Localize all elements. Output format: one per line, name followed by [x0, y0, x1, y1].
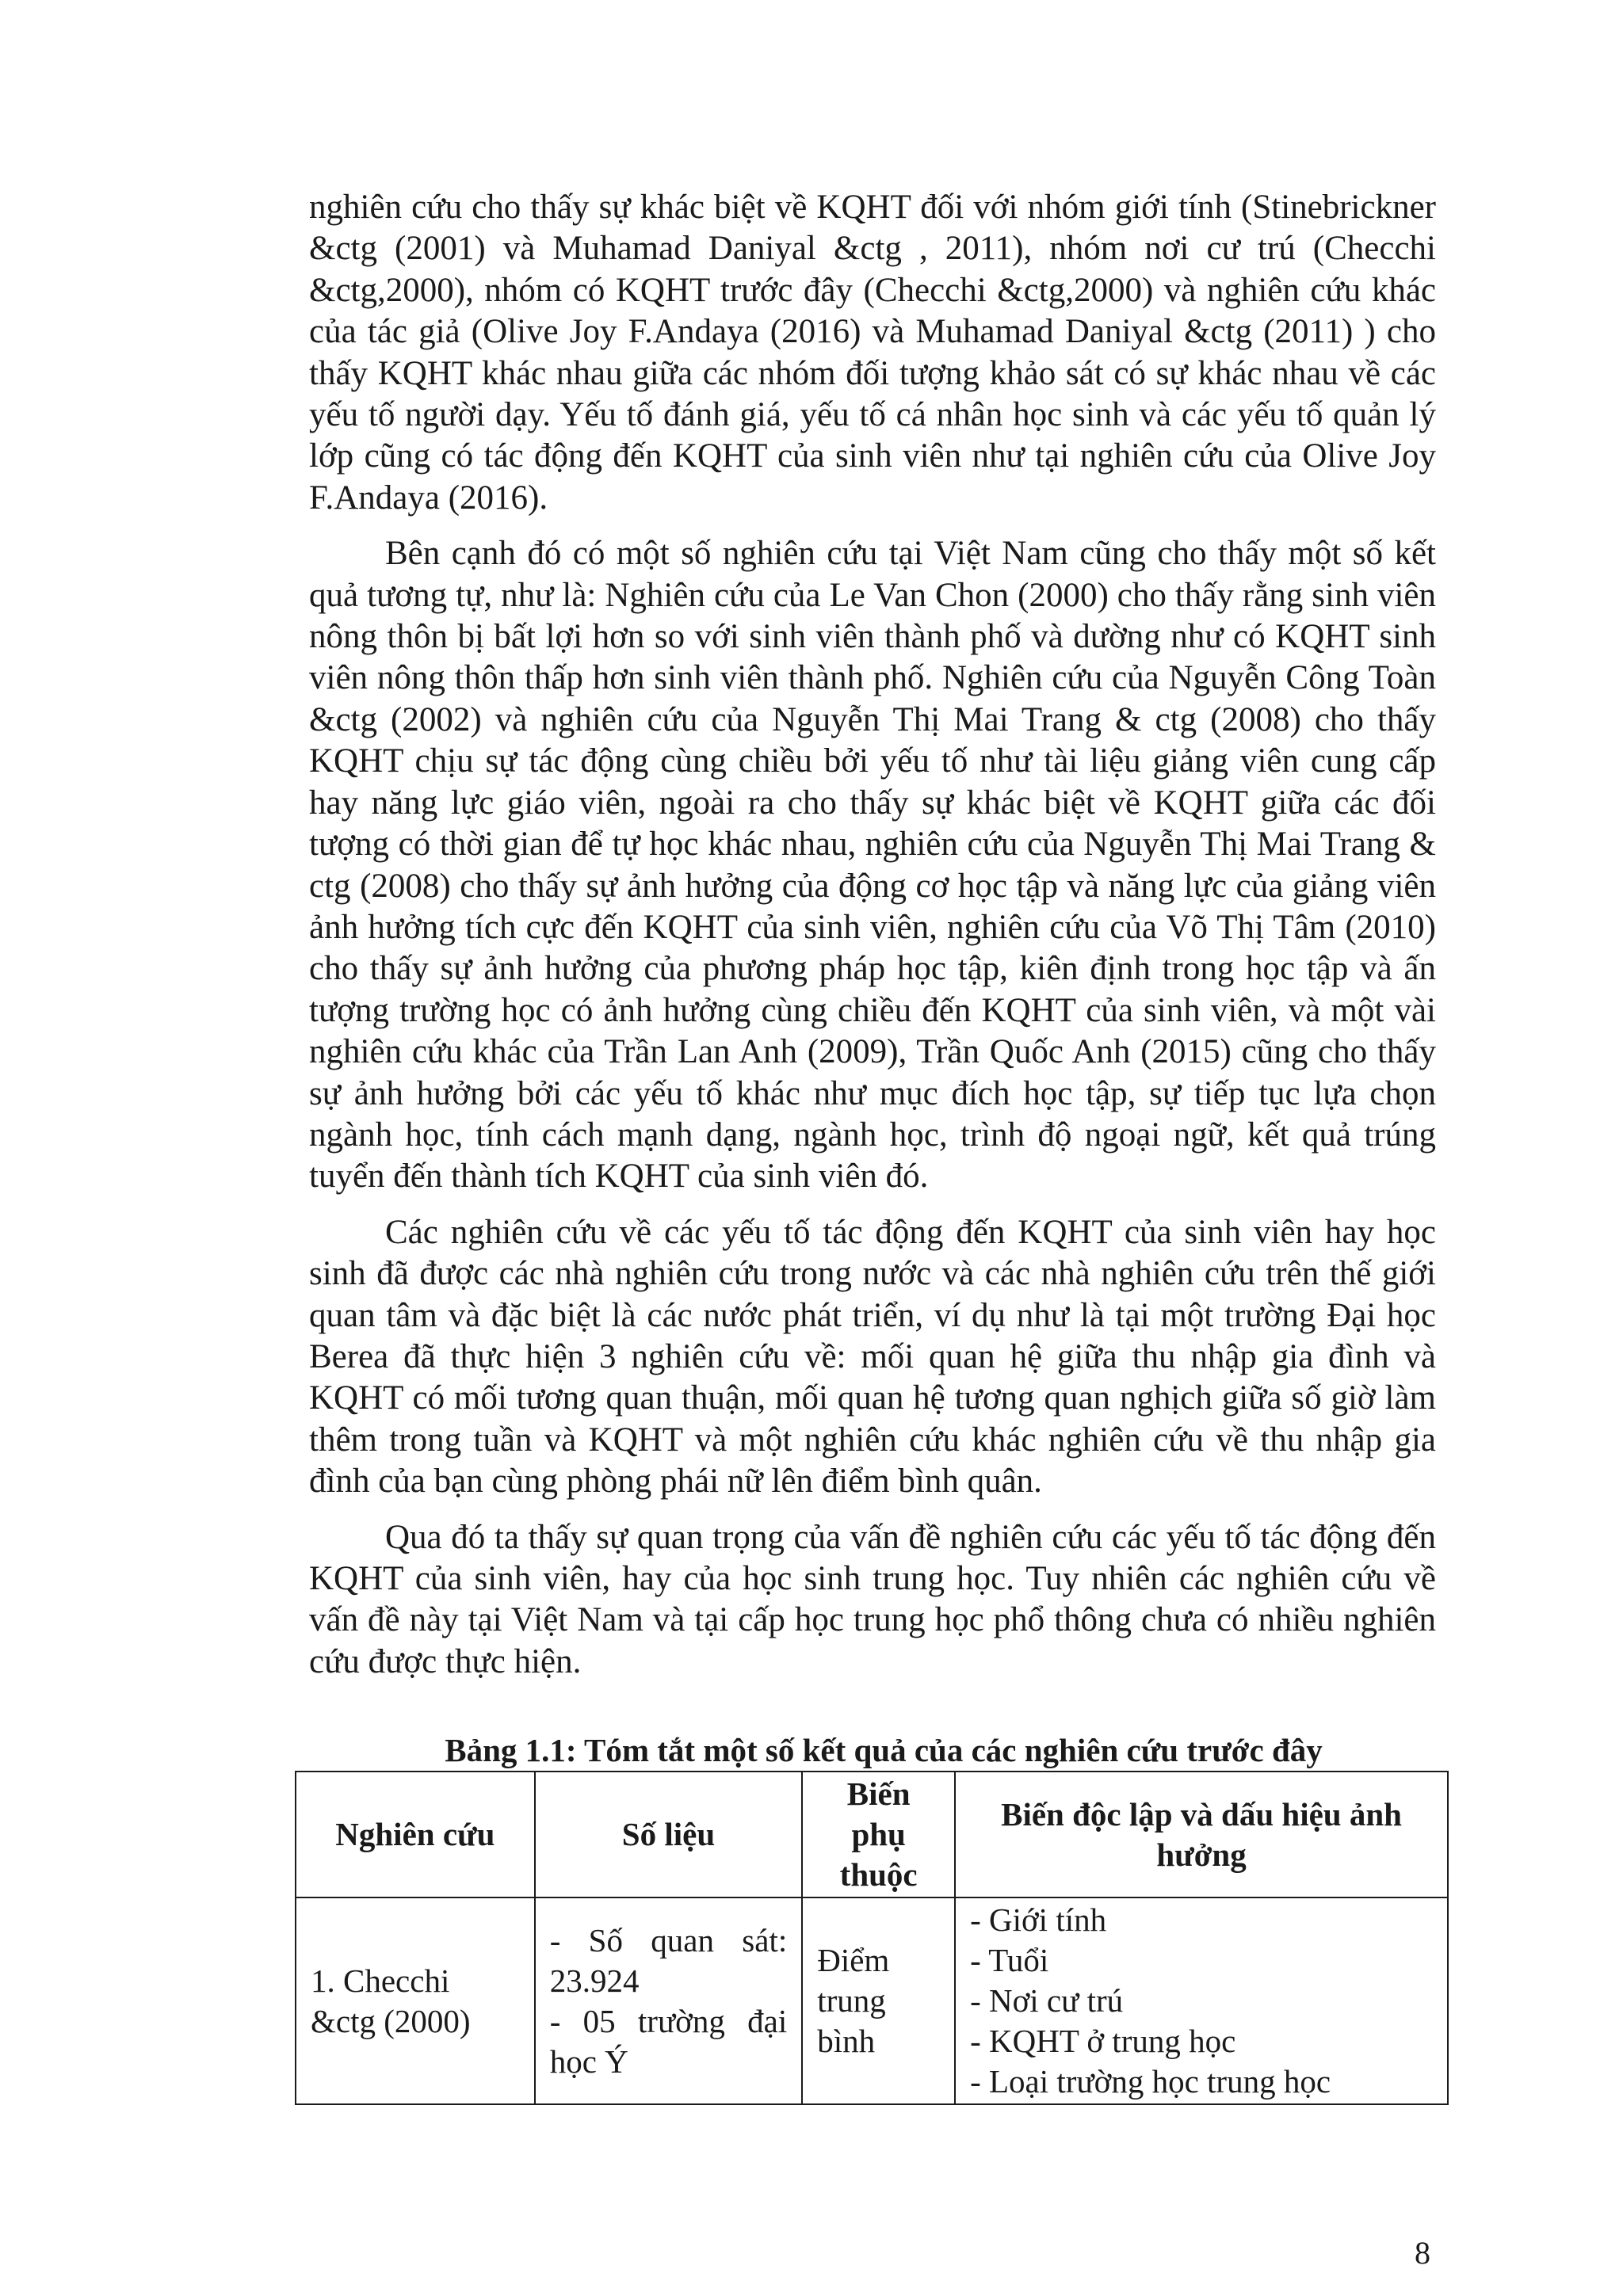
independent-item: - KQHT ở trung học — [970, 2023, 1236, 2059]
header-data: Số liệu — [535, 1772, 803, 1897]
paragraph-1: nghiên cứu cho thấy sự khác biệt về KQHT đối với nhóm giới tính (Stinebrickner &ctg (2001) và Muhamad Daniyal &ctg , 2011), nhóm nơi cư trú (Checchi &ctg,2000), nhóm có KQHT trước đây (Checchi &ctg,2000) và nghiên cứu khác của tác giả (Olive Joy F.Andaya (2016) và Muhamad Daniyal &ctg (2011) ) cho thấy KQHT khác nhau giữa các nhóm đối tượng khảo sát có sự khác nhau về các yếu tố người dạy. Yếu tố đánh giá, yếu tố cá nhân học sinh và các yếu tố quản lý lớp cũng có tác động đến KQHT của sinh viên như tại nghiên cứu của Olive Joy F.Andaya (2016). — [309, 189, 1436, 517]
independent-item: - Giới tính — [970, 1901, 1107, 1938]
paragraph-4: Qua đó ta thấy sự quan trọng của vấn đề nghiên cứu các yếu tố tác động đến KQHT của sinh viên, hay của học sinh trung học. Tuy nhiên các nghiên cứu về vấn đề này tại Việt Nam và tại cấp học trung học phổ thông chưa có nhiều nghiên cứu được thực hiện. — [309, 1518, 1436, 1680]
paragraph-2: Bên cạnh đó có một số nghiên cứu tại Việt Nam cũng cho thấy một số kết quả tương tự, như là: Nghiên cứu của Le Van Chon (2000) cho thấy rằng sinh viên nông thôn bị bất lợi hơn so với sinh viên thành phố và dường như có KQHT sinh viên nông thôn thấp hơn sinh viên thành phố. Nghiên cứu của Nguyễn Công Toàn &ctg (2002) và nghiên cứu của Nguyễn Thị Mai Trang & ctg (2008) cho thấy KQHT chịu sự tác động cùng chiều bởi yếu tố như tài liệu giảng viên cung cấp hay năng lực giáo viên, ngoài ra cho thấy sự khác biệt về KQHT giữa các đối tượng có thời gian để tự học khác nhau, nghiên cứu của Nguyễn Thị Mai Trang & ctg (2008) cho thấy sự ảnh hưởng của động cơ học tập và năng lực của giảng viên ảnh hưởng tích cực đến KQHT của sinh viên, nghiên cứu của Võ Thị Tâm (2010) cho thấy sự ảnh hưởng của phương pháp học tập, kiên định trong học tập và ấn tượng trường học có ảnh hưởng cùng chiều đến KQHT của sinh viên, và một vài nghiên cứu khác của Trần Lan Anh (2009), Trần Quốc Anh (2015) cũng cho thấy sự ảnh hưởng bởi các yếu tố khác như mục đích học tập, sự tiếp tục lựa chọn ngành học, tính cách mạnh dạng, ngành học, trình độ ngoại ngữ, kết quả trúng tuyển đến thành tích KQHT của sinh viên đó. — [309, 535, 1436, 1196]
data-line: - Số quan sát: 23.924 — [549, 1921, 788, 1999]
summary-table — [295, 1771, 1449, 2105]
cell-dependent: Điểm trung bình — [802, 1897, 955, 2104]
table-caption-wrapper — [295, 1730, 1449, 1770]
table-caption: Bảng 1.1: Tóm tắt một số kết quả của các nghiên cứu trước đây — [445, 1732, 1323, 1768]
paragraph-3: Các nghiên cứu về các yếu tố tác động đến KQHT của sinh viên hay học sinh đã được các nhà nghiên cứu trong nước và các nhà nghiên cứu trên thế giới quan tâm và đặc biệt là các nước phát triển, ví dụ như là tại một trường Đại học Berea đã thực hiện 3 nghiên cứu về: mối quan hệ giữa thu nhập gia đình và KQHT có mối tương quan thuận, mối quan hệ tương quan nghịch giữa số giờ làm thêm trong tuần và KQHT và một nghiên cứu khác nghiên cứu về thu nhập gia đình của bạn cùng phòng phái nữ lên điểm bình quân. — [309, 1213, 1436, 1501]
independent-item: - Tuổi — [970, 1942, 1049, 1978]
header-independent: Biến độc lập và dấu hiệu ảnh hưởng — [955, 1772, 1448, 1897]
data-line: - 05 trường đại học Ý — [549, 2002, 788, 2080]
body-text — [309, 187, 1436, 1697]
cell-study: 1. Checchi &ctg (2000) — [296, 1897, 535, 2104]
header-study: Nghiên cứu — [296, 1772, 535, 1897]
header-dependent: Biến phụ thuộc — [802, 1772, 955, 1897]
cell-independent — [955, 1897, 1448, 2104]
independent-item: - Nơi cư trú — [970, 1982, 1124, 2019]
table-row — [296, 1897, 1448, 2104]
cell-data — [535, 1897, 803, 2104]
independent-item: - Loại trường học trung học — [970, 2063, 1331, 2100]
page-number: 8 — [1415, 2235, 1430, 2271]
table-header-row — [296, 1772, 1448, 1897]
